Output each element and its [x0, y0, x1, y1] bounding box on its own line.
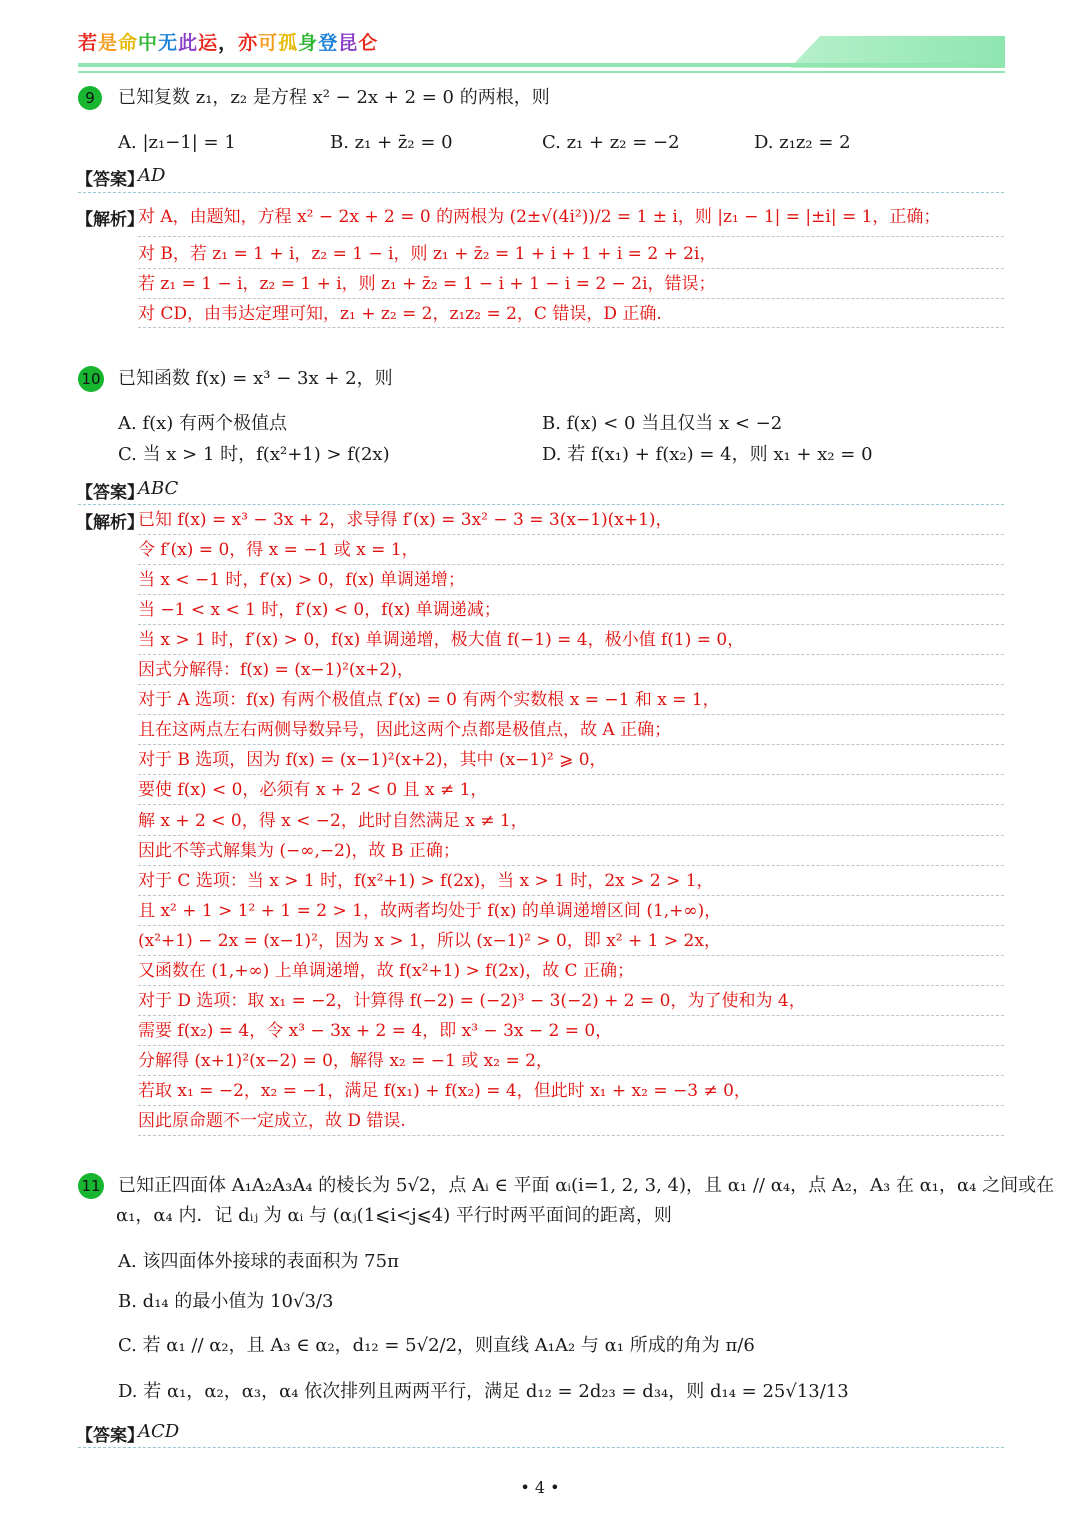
analysis-line: 需要 f(x₂) = 4，令 x³ − 3x + 2 = 4，即 x³ − 3x − 2 = 0， [138, 1021, 613, 1041]
divider [78, 504, 1004, 505]
option-d: D. 若 f(x₁) + f(x₂) = 4，则 x₁ + x₂ = 0 [542, 444, 873, 465]
analysis-line: 因此原命题不一定成立，故 D 错误. [138, 1111, 406, 1131]
analysis-line: 令 f′(x) = 0，得 x = −1 或 x = 1， [138, 540, 419, 560]
divider [138, 298, 1004, 299]
divider [78, 192, 1004, 193]
divider [78, 1447, 1004, 1448]
slogan-char: 是 [98, 32, 119, 54]
analysis-line: 对 CD，由韦达定理可知，z₁ + z₂ = 2，z₁z₂ = 2，C 错误，D 正确. [138, 304, 662, 324]
divider [138, 236, 1004, 237]
analysis-label: 【解析】 [76, 210, 144, 230]
analysis-line: 当 x < −1 时，f′(x) > 0，f(x) 单调递增； [138, 570, 465, 590]
slogan-char: 登 [318, 32, 339, 54]
question-stem: 已知复数 z₁，z₂ 是方程 x² − 2x + 2 = 0 的两根，则 [118, 87, 550, 108]
option-a: A. f(x) 有两个极值点 [118, 413, 288, 434]
option-c: C. z₁ + z₂ = −2 [542, 132, 680, 153]
analysis-line: 对 A，由题知，方程 x² − 2x + 2 = 0 的两根为 (2±√(4i²))/2 = 1 ± i，则 |z₁ − 1| = |±i| = 1，正确； [138, 207, 941, 227]
divider [138, 955, 1004, 956]
analysis-line: 当 −1 < x < 1 时，f′(x) < 0，f(x) 单调递减； [138, 600, 501, 620]
question-number-badge: 11 [78, 1173, 104, 1199]
slogan-char: 无 [158, 32, 179, 54]
option-a: A. 该四面体外接球的表面积为 75π [118, 1251, 399, 1272]
divider [138, 804, 1004, 805]
analysis-line: 因此不等式解集为 (−∞,−2)，故 B 正确； [138, 841, 460, 861]
analysis-line: 对于 D 选项：取 x₁ = −2，计算得 f(−2) = (−2)³ − 3(−2) + 2 = 0，为了使和为 4， [138, 991, 806, 1011]
question-number-badge: 9 [78, 86, 102, 110]
page-header-slogan [78, 28, 378, 54]
analysis-line: 要使 f(x) < 0，必须有 x + 2 < 0 且 x ≠ 1， [138, 780, 488, 800]
analysis-label: 【解析】 [76, 513, 144, 533]
analysis-line: 对 B，若 z₁ = 1 + i，z₂ = 1 − i，则 z₁ + z̄₂ = 1 + i + 1 + i = 2 + 2i， [138, 244, 717, 264]
page-number: • 4 • [520, 1478, 560, 1497]
slogan-char: 仑 [358, 32, 379, 54]
analysis-line: 若 z₁ = 1 − i，z₂ = 1 + i，则 z₁ + z̄₂ = 1 − i + 1 − i = 2 − 2i，错误； [138, 274, 716, 294]
slogan-char: 此 [178, 32, 199, 54]
option-b: B. z₁ + z̄₂ = 0 [330, 132, 453, 153]
divider [138, 744, 1004, 745]
divider [138, 925, 1004, 926]
header-band-thin [78, 71, 1005, 73]
slogan-char: ， [218, 32, 239, 54]
option-d: D. z₁z₂ = 2 [754, 132, 851, 153]
answer-label: 【答案】 [76, 170, 144, 190]
analysis-line: (x²+1) − 2x = (x−1)²，因为 x > 1，所以 (x−1)² > 0，即 x² + 1 > 2x， [138, 931, 721, 951]
divider [138, 564, 1004, 565]
option-c: C. 当 x > 1 时，f(x²+1) > f(2x) [118, 444, 390, 465]
divider [138, 1135, 1004, 1136]
slogan-char: 孤 [278, 32, 299, 54]
divider [138, 835, 1004, 836]
analysis-line: 对于 C 选项：当 x > 1 时，f(x²+1) > f(2x)，当 x > 1 时，2x > 2 > 1， [138, 871, 714, 891]
divider [138, 684, 1004, 685]
question-number-badge: 10 [78, 366, 104, 392]
divider [138, 534, 1004, 535]
answer-value: ABC [138, 478, 179, 499]
slogan-char: 运 [198, 32, 219, 54]
divider [138, 985, 1004, 986]
divider [138, 654, 1004, 655]
analysis-line: 且 x² + 1 > 1² + 1 = 2 > 1，故两者均处于 f(x) 的单调递增区间 (1,+∞)， [138, 901, 722, 921]
question-stem-line: 已知正四面体 A₁A₂A₃A₄ 的棱长为 5√2，点 Aᵢ ∈ 平面 αᵢ(i=1, 2, 3, 4)，且 α₁ // α₄，点 A₂，A₃ 在 α₁，α₄ 之间或在 [118, 1175, 1055, 1196]
slogan-char: 命 [118, 32, 139, 54]
analysis-line: 若取 x₁ = −2，x₂ = −1，满足 f(x₁) + f(x₂) = 4，但此时 x₁ + x₂ = −3 ≠ 0， [138, 1081, 751, 1101]
answer-label: 【答案】 [76, 483, 144, 503]
divider [138, 624, 1004, 625]
divider [138, 327, 1004, 328]
analysis-line: 对于 B 选项，因为 f(x) = (x−1)²(x+2)，其中 (x−1)² ⩾ 0， [138, 750, 607, 770]
answer-label: 【答案】 [76, 1426, 144, 1446]
slogan-char: 可 [258, 32, 279, 54]
divider [138, 865, 1004, 866]
slogan-char: 亦 [238, 32, 259, 54]
divider [138, 714, 1004, 715]
divider [138, 268, 1004, 269]
option-b: B. f(x) < 0 当且仅当 x < −2 [542, 413, 783, 434]
divider [138, 895, 1004, 896]
slogan-char: 若 [78, 32, 99, 54]
analysis-line: 已知 f(x) = x³ − 3x + 2，求导得 f′(x) = 3x² − 3 = 3(x−1)(x+1)， [138, 510, 673, 530]
option-c: C. 若 α₁ // α₂，且 A₃ ∈ α₂，d₁₂ = 5√2/2，则直线 A₁A₂ 与 α₁ 所成的角为 π/6 [118, 1335, 755, 1356]
divider [138, 1045, 1004, 1046]
analysis-line: 分解得 (x+1)²(x−2) = 0，解得 x₂ = −1 或 x₂ = 2， [138, 1051, 553, 1071]
analysis-line: 且在这两点左右两侧导数异号，因此这两个点都是极值点，故 A 正确； [138, 720, 672, 740]
analysis-line: 当 x > 1 时，f′(x) > 0，f(x) 单调递增，极大值 f(−1) = 4，极小值 f(1) = 0， [138, 630, 745, 650]
slogan-char: 中 [138, 32, 159, 54]
slogan-char: 身 [298, 32, 319, 54]
divider [138, 1105, 1004, 1106]
answer-value: ACD [138, 1421, 180, 1442]
divider [138, 594, 1004, 595]
divider [138, 774, 1004, 775]
question-stem-line: α₁，α₄ 内．记 dᵢⱼ 为 αᵢ 与 (αⱼ(1⩽i<j⩽4) 平行时两平面间的距离，则 [116, 1205, 672, 1226]
divider [138, 1075, 1004, 1076]
analysis-line: 因式分解得：f(x) = (x−1)²(x+2)， [138, 660, 414, 680]
option-d: D. 若 α₁，α₂，α₃，α₄ 依次排列且两两平行，满足 d₁₂ = 2d₂₃ = d₃₄，则 d₁₄ = 25√13/13 [118, 1381, 849, 1402]
option-b: B. d₁₄ 的最小值为 10√3/3 [118, 1291, 334, 1312]
analysis-line: 对于 A 选项：f(x) 有两个极值点 f′(x) = 0 有两个实数根 x = −1 和 x = 1， [138, 690, 720, 710]
header-band [78, 63, 1005, 67]
analysis-line: 解 x + 2 < 0，得 x < −2，此时自然满足 x ≠ 1， [138, 811, 528, 831]
divider [138, 1015, 1004, 1016]
question-stem: 已知函数 f(x) = x³ − 3x + 2，则 [118, 368, 393, 389]
answer-value: AD [138, 165, 166, 186]
analysis-line: 又函数在 (1,+∞) 上单调递增，故 f(x²+1) > f(2x)，故 C 正确； [138, 961, 634, 981]
slogan-char: 昆 [338, 32, 359, 54]
option-a: A. |z₁−1| = 1 [118, 132, 236, 153]
